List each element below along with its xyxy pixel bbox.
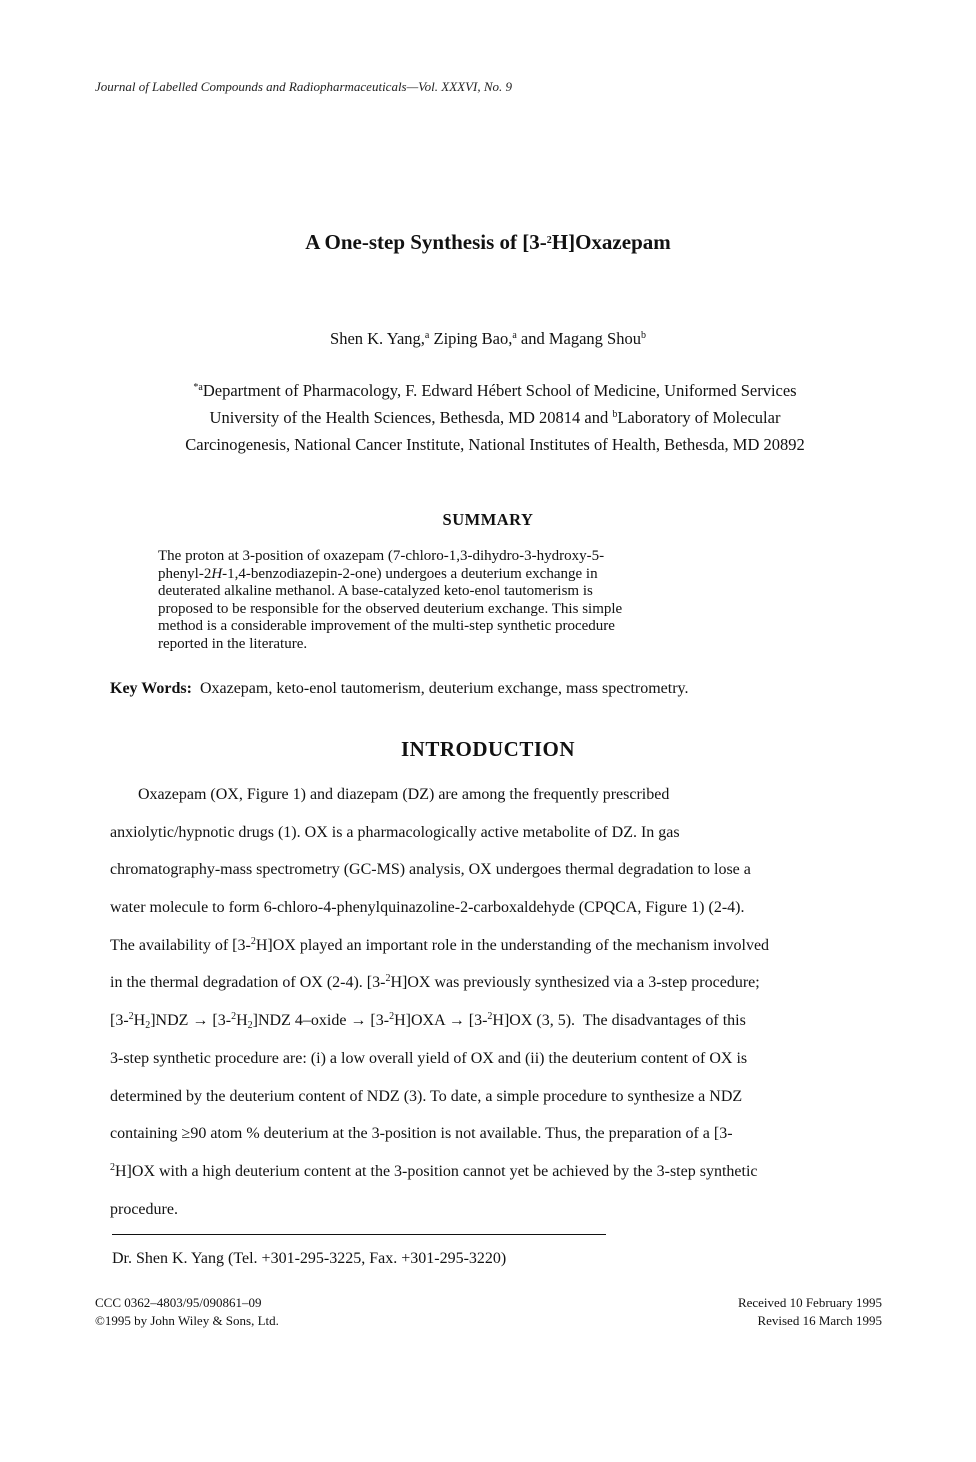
affiliation-line-2: University of the Health Sciences, Bethesda, MD 20814 and $^b$Laboratory of Molecular bbox=[209, 408, 781, 427]
summary-heading: SUMMARY bbox=[442, 510, 534, 529]
journal-header: Journal of Labelled Compounds and Radiopharmaceuticals—Vol. XXXVI, No. 9 bbox=[95, 79, 513, 94]
corresponding-author-footnote: Dr. Shen K. Yang (Tel. +301-295-3225, Fax. +301-295-3220) bbox=[112, 1250, 507, 1267]
affiliation-line-1: $^{*a}$Department of Pharmacology, F. Edward Hébert School of Medicine, Uniformed Services bbox=[193, 381, 797, 400]
received-date: Received 10 February 1995 bbox=[737, 1295, 882, 1310]
keywords-label: Key Words: bbox=[110, 680, 192, 697]
copyright-line: ©1995 by John Wiley & Sons, Ltd. bbox=[95, 1313, 279, 1328]
author-list: Shen K. Yang,$^a$ Ziping Bao,$^a$ and Magang Shou$^b$ bbox=[330, 329, 646, 348]
summary-text: The proton at 3-position of oxazepam (7-chloro-1,3-dihydro-3-hydroxy-5- phenyl-2H-1,4-benzodiazepin-2-one) undergoes a deuterium exchange in deuterated alkaline methanol. A base-catalyzed keto-enol tautomerism is proposed to be responsible for the observed deuterium exchange. This simple method is a considerable improvement of the multi-step synthetic procedure reported in the literature. bbox=[158, 548, 623, 652]
author-1: Shen K. Yang, bbox=[330, 329, 425, 348]
revised-date: Revised 16 March 1995 bbox=[757, 1313, 882, 1328]
author-2: Ziping Bao, bbox=[429, 329, 513, 348]
affiliation-block bbox=[100, 377, 890, 458]
author-3: and Magang Shou bbox=[516, 329, 641, 348]
introduction-heading: INTRODUCTION bbox=[400, 737, 576, 761]
received-dates bbox=[600, 1294, 882, 1330]
affiliation-line-3: Carcinogenesis, National Cancer Institute, National Institutes of Health, Bethesda, MD 20892 bbox=[185, 435, 805, 454]
introduction-body: Oxazepam (OX, Figure 1) and diazepam (DZ) are among the frequently prescribed anxiolytic/hypnotic drugs (1). OX is a pharmacologically active metabolite of DZ. In gas chromatography-mass spectrometry (GC-MS) analysis, OX undergoes thermal degradation to lose a water molecule to form 6-chloro-4-phenylquinazoline-2-carboxaldehyde (CPQCA, Figure 1) (2-4). The availability of [3-$^2$H]OX played an important role in the understanding of the mechanism involved in the thermal degradation of OX (2-4). [3-$^2$H]OX was previously synthesized via a 3-step procedure; $[3-^2H_2]NDZ \to [3-^2H_2]NDZ$ 4–oxide → [3-$^2$H]OXA → [3-$^2$H]OX (3, 5). The disadvantages of this 3-step synthetic procedure are: (i) a low overall yield of OX and (ii) the deuterium content of OX is determined by the deuterium content of NDZ (3). To date, a simple procedure to synthesize a NDZ containing ≥90 atom % deuterium at the 3-position is not available. Thus, the preparation of a [3- $^2$H]OX with a high deuterium content at the 3-position cannot yet be achieved by the 3-step synthetic procedure. bbox=[110, 786, 770, 1218]
footnote-divider bbox=[112, 1234, 606, 1235]
ccc-code: CCC 0362–4803/95/090861–09 bbox=[95, 1295, 262, 1310]
keywords: Key Words: Oxazepam, keto-enol tautomerism, deuterium exchange, mass spectrometry. bbox=[110, 680, 689, 697]
paper-title: A One-step Synthesis of [3-$^2$H]Oxazepam bbox=[305, 230, 671, 254]
copyright-block bbox=[95, 1294, 279, 1330]
